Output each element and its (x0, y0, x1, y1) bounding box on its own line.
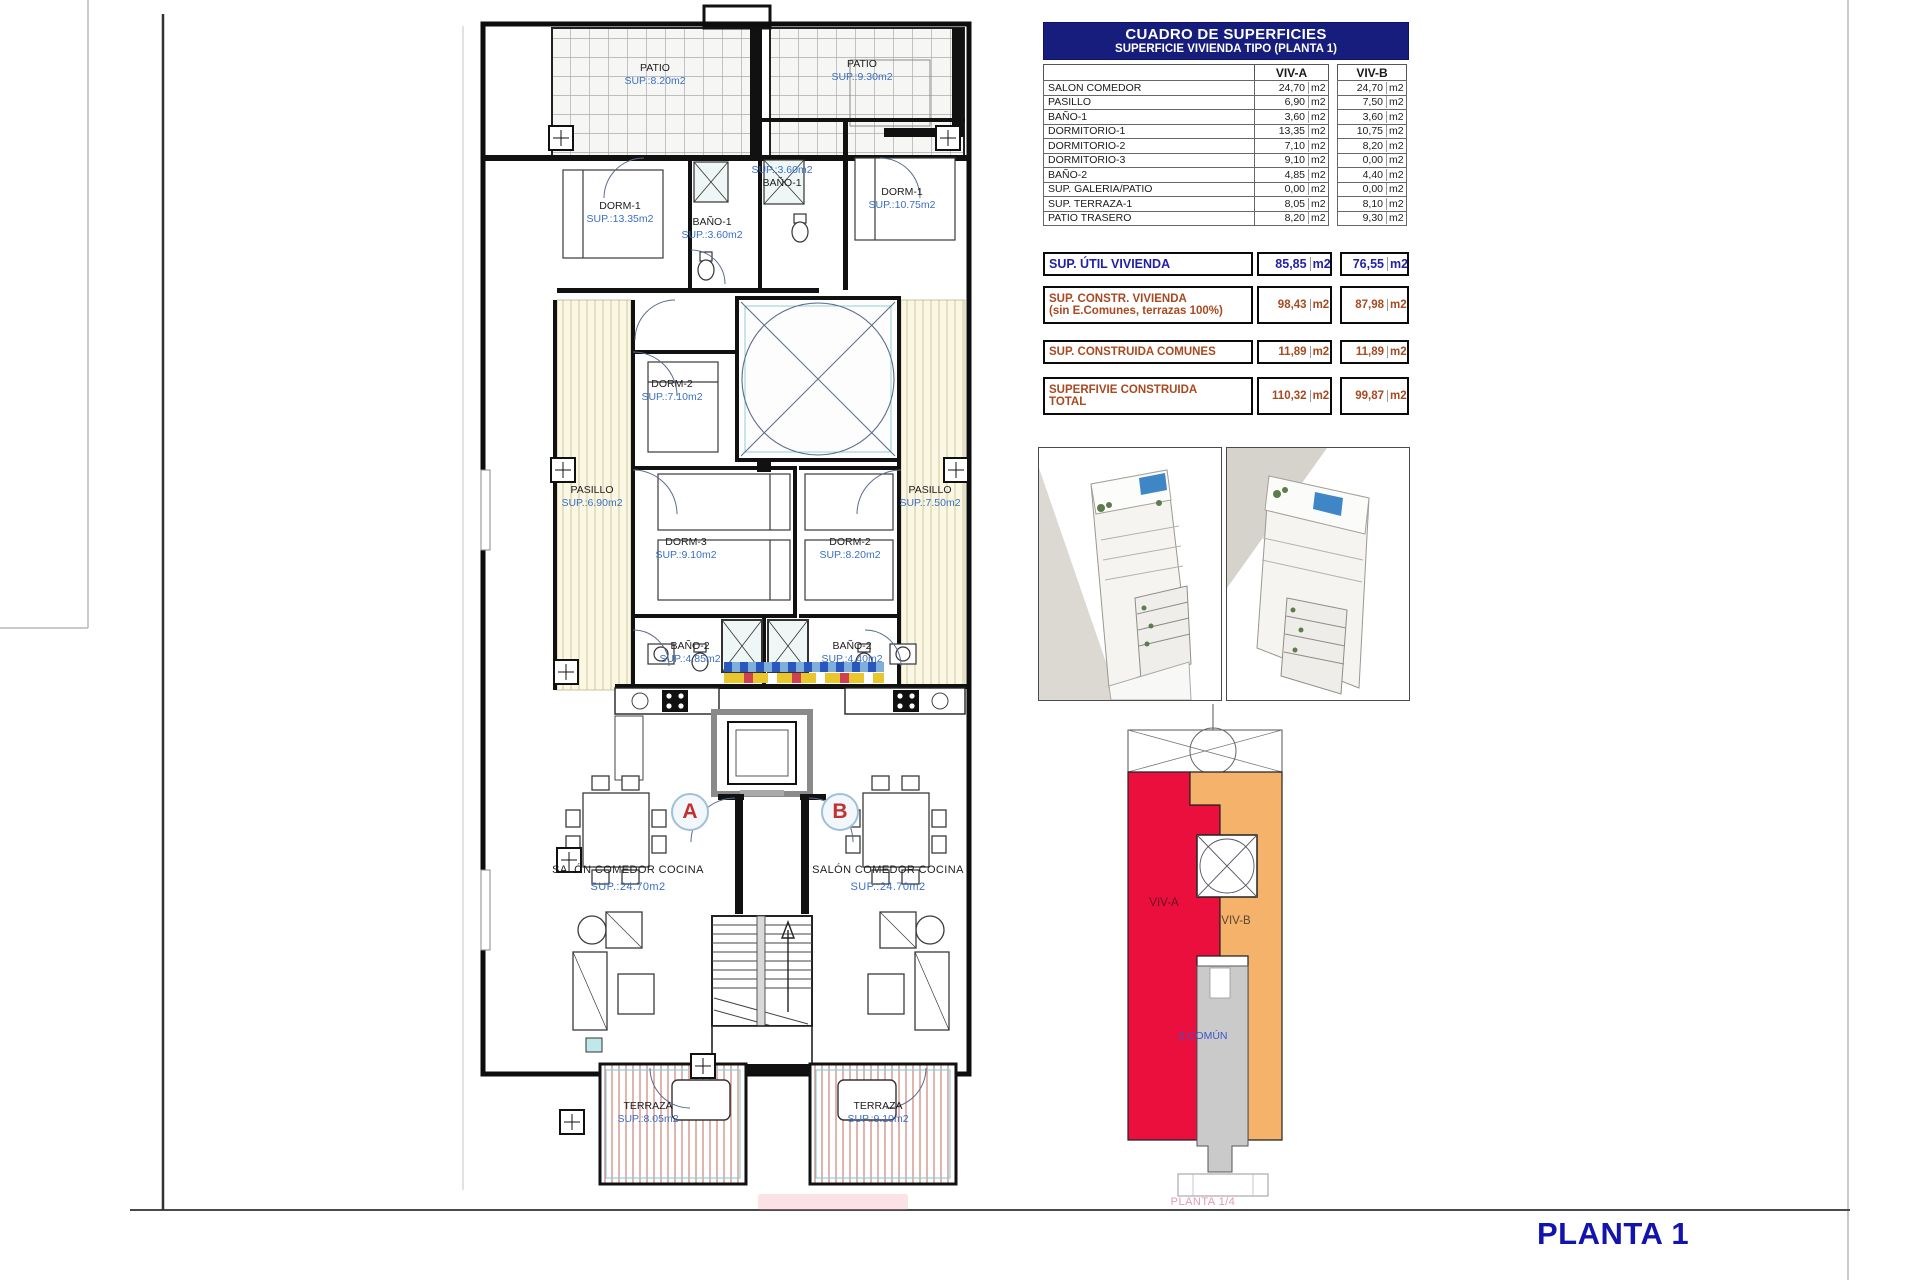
room-label-terraza-a (617, 1100, 678, 1126)
room-area: SUP.:9.30m2 (831, 71, 893, 83)
unit: m2 (1310, 257, 1330, 271)
room-label-bano2-b (821, 640, 882, 666)
keyplan-diagram (1118, 704, 1304, 1204)
room-label-dorm3-a (655, 536, 716, 562)
unit: m2 (1308, 198, 1328, 210)
row-label: BAÑO-1 (1043, 109, 1255, 125)
room-area: SUP.:24.70m2 (590, 881, 666, 893)
row-label: DORMITORIO-3 (1043, 153, 1255, 169)
room-name: BAÑO-2 (670, 640, 710, 652)
surface-row (1043, 109, 1409, 125)
summary-label: SUP. CONSTRUIDA COMUNES (1043, 340, 1253, 364)
room-label-salon-a (552, 862, 704, 896)
entry-core (718, 794, 826, 914)
room-name: SALÓN COMEDOR COCINA (812, 864, 964, 876)
living-furniture-a (566, 776, 666, 1030)
unit: m2 (1386, 82, 1406, 94)
unit: m2 (1386, 212, 1406, 224)
living-furniture-b (846, 776, 949, 1030)
render-viv-a-3d (1038, 447, 1222, 701)
room-area: SUP.:4.85m2 (659, 653, 721, 665)
row-label: SALON COMEDOR (1043, 80, 1255, 96)
table-subtitle: SUPERFICIE VIVIENDA TIPO (PLANTA 1) (1115, 43, 1337, 55)
area-value: 13,35 (1278, 125, 1305, 138)
area-value: 24,70 (1356, 81, 1383, 94)
unit: m2 (1308, 96, 1328, 108)
room-area: SUP.:8.20m2 (624, 75, 686, 87)
room-area: SUP.:7.10m2 (641, 391, 703, 403)
room-label-pasillo-a (561, 484, 622, 510)
unit: m2 (1308, 154, 1328, 166)
row-label: PASILLO (1043, 95, 1255, 111)
value-b (1337, 153, 1407, 169)
value-a (1254, 167, 1329, 183)
value-b (1337, 95, 1407, 111)
value-b (1337, 182, 1407, 198)
summary-value-a (1257, 252, 1331, 276)
room-area: SUP.:3.60m2 (751, 164, 813, 176)
value-a (1254, 211, 1329, 227)
value-a (1254, 124, 1329, 140)
area-value: 6,90 (1284, 96, 1305, 109)
unit: m2 (1386, 154, 1406, 166)
area-value: 0,00 (1362, 183, 1383, 196)
surface-row (1043, 182, 1409, 198)
sheet-title: PLANTA 1 (1537, 1216, 1690, 1251)
summary-value-a (1257, 286, 1331, 324)
room-name: DORM-1 (881, 186, 923, 198)
area-value: 76,55 (1352, 257, 1384, 271)
unit-b-badge: B (821, 793, 859, 831)
room-area: SUP.:9.10m2 (847, 1113, 909, 1125)
room-name: BAÑO-2 (832, 640, 872, 652)
column-headers (1043, 64, 1409, 81)
keyplan-viv-b-label: VIV-B (1221, 915, 1251, 927)
summary-value-b (1340, 340, 1409, 364)
elevator (714, 712, 810, 796)
empty-corner-cell (1043, 64, 1255, 81)
room-label-patio-b (831, 58, 892, 84)
unit: m2 (1386, 183, 1406, 195)
room-name: PATIO (847, 58, 877, 70)
room-name: TERRAZA (853, 1100, 903, 1112)
value-b (1337, 124, 1407, 140)
surface-row (1043, 167, 1409, 183)
light-shaft (737, 298, 899, 460)
unit: m2 (1387, 257, 1407, 271)
unit: m2 (1386, 169, 1406, 181)
room-label-dorm1-b (869, 186, 936, 212)
area-value: 24,70 (1278, 81, 1305, 94)
table-title: CUADRO DE SUPERFICIES (1125, 26, 1327, 43)
row-label: BAÑO-2 (1043, 167, 1255, 183)
room-label-bano1-a (681, 216, 742, 242)
row-label: DORMITORIO-1 (1043, 124, 1255, 140)
unit: m2 (1386, 198, 1406, 210)
room-name: SALÓN COMEDOR COCINA (552, 864, 704, 876)
unit: m2 (1386, 140, 1406, 152)
keyplan-viv-a-label: VIV-A (1149, 897, 1179, 909)
room-label-bano2-a (659, 640, 720, 666)
keyplan-caption: PLANTA 1/4 (1170, 1196, 1236, 1208)
unit: m2 (1386, 125, 1406, 137)
value-a (1254, 95, 1329, 111)
room-name: PASILLO (570, 484, 614, 496)
summary-label (1043, 377, 1253, 415)
summary-label-line2: (sin E.Comunes, terrazas 100%) (1049, 305, 1223, 317)
surface-row (1043, 211, 1409, 227)
room-area: SUP.:13.35m2 (586, 213, 654, 225)
room-area: SUP.:4.40m2 (821, 653, 883, 665)
surface-row (1043, 196, 1409, 212)
row-label: SUP. TERRAZA-1 (1043, 196, 1255, 212)
building-renders (1038, 447, 1410, 701)
area-value: 0,00 (1362, 154, 1383, 167)
value-a (1254, 182, 1329, 198)
summary-label: SUP. ÚTIL VIVIENDA (1043, 252, 1253, 276)
value-a (1254, 138, 1329, 154)
unit: m2 (1386, 96, 1406, 108)
render-b-art (1227, 448, 1409, 700)
unit: m2 (1308, 82, 1328, 94)
room-label-salon-b (812, 862, 964, 896)
unit-a-badge: A (671, 793, 709, 831)
surface-table (1043, 22, 1409, 415)
area-value: 10,75 (1356, 125, 1383, 138)
value-b (1337, 138, 1407, 154)
row-label: DORMITORIO-2 (1043, 138, 1255, 154)
value-a (1254, 196, 1329, 212)
room-label-patio-a (624, 62, 685, 88)
unit: m2 (1386, 111, 1406, 123)
room-name: DORM-3 (665, 536, 707, 548)
room-label-terraza-b (847, 1100, 908, 1126)
room-name: BAÑO-1 (762, 177, 802, 189)
room-name: DORM-1 (599, 200, 641, 212)
summary-value-a (1257, 340, 1331, 364)
room-name: DORM-2 (651, 378, 693, 390)
room-label-bano1-b (751, 164, 812, 190)
unit: m2 (1308, 111, 1328, 123)
area-value: 99,87 (1355, 390, 1384, 402)
unit: m2 (1310, 390, 1330, 402)
summary-label (1043, 286, 1253, 324)
unit: m2 (1310, 346, 1330, 358)
area-value: 87,98 (1355, 299, 1384, 311)
area-value: 3,60 (1362, 110, 1383, 123)
summary-value-a (1257, 377, 1331, 415)
surface-row (1043, 95, 1409, 111)
unit: m2 (1308, 140, 1328, 152)
watermark (758, 1194, 908, 1210)
keyplan-comun-label: Z.COMÚN (1178, 1030, 1228, 1042)
col-viv-a: VIV-A (1254, 64, 1329, 81)
unit: m2 (1310, 299, 1330, 311)
room-label-pasillo-b (899, 484, 960, 510)
value-a (1254, 153, 1329, 169)
row-label: SUP. GALERIA/PATIO (1043, 182, 1255, 198)
stairwell (712, 916, 812, 1074)
summary-label-line2: TOTAL (1049, 396, 1087, 408)
area-value: 110,32 (1272, 390, 1307, 402)
summary-util-row (1043, 252, 1409, 276)
area-value: 8,20 (1284, 212, 1305, 225)
area-value: 0,00 (1284, 183, 1305, 196)
room-area: SUP.:10.75m2 (868, 199, 936, 211)
value-a (1254, 80, 1329, 96)
value-b (1337, 109, 1407, 125)
room-name: DORM-2 (829, 536, 871, 548)
value-a (1254, 109, 1329, 125)
summary-value-b (1340, 286, 1409, 324)
area-value: 4,40 (1362, 168, 1383, 181)
surface-table-header (1043, 22, 1409, 60)
summary-value-b (1340, 252, 1409, 276)
value-b (1337, 80, 1407, 96)
room-area: SUP.:8.05m2 (617, 1113, 679, 1125)
area-value: 4,85 (1284, 168, 1305, 181)
render-viv-b-3d (1226, 447, 1410, 701)
unit: m2 (1308, 183, 1328, 195)
area-value: 7,10 (1284, 139, 1305, 152)
room-label-dorm1-a (587, 200, 654, 226)
area-value: 8,20 (1362, 139, 1383, 152)
surface-row (1043, 124, 1409, 140)
area-value: 8,10 (1362, 197, 1383, 210)
unit: m2 (1308, 212, 1328, 224)
area-value: 98,43 (1277, 299, 1307, 311)
unit: m2 (1308, 169, 1328, 181)
summary-label-line1: SUP. CONSTR. VIVIENDA (1049, 293, 1187, 305)
surface-row (1043, 153, 1409, 169)
render-a-art (1039, 448, 1221, 700)
room-area: SUP.:6.90m2 (561, 497, 623, 509)
surface-row (1043, 138, 1409, 154)
summary-comunes-row (1043, 340, 1409, 364)
room-name: TERRAZA (623, 1100, 673, 1112)
room-name: PATIO (640, 62, 670, 74)
value-b (1337, 196, 1407, 212)
area-value: 9,10 (1284, 154, 1305, 167)
area-value: 8,05 (1284, 197, 1305, 210)
room-label-dorm2-b (819, 536, 880, 562)
unit: m2 (1387, 346, 1407, 358)
area-value: 11,89 (1355, 346, 1384, 358)
unit: m2 (1308, 125, 1328, 137)
summary-value-b (1340, 377, 1409, 415)
room-area: SUP.:3.60m2 (681, 229, 743, 241)
summary-total-row (1043, 377, 1409, 415)
room-label-dorm2-a (641, 378, 702, 404)
area-value: 3,60 (1284, 110, 1305, 123)
col-viv-b: VIV-B (1337, 64, 1407, 81)
room-area: SUP.:24.70m2 (850, 881, 926, 893)
room-area: SUP.:8.20m2 (819, 549, 881, 561)
unit: m2 (1387, 299, 1407, 311)
summary-label-line1: SUPERFIVIE CONSTRUIDA (1049, 384, 1198, 396)
row-label: PATIO TRASERO (1043, 211, 1255, 227)
room-name: BAÑO-1 (692, 216, 732, 228)
area-value: 11,89 (1278, 346, 1307, 358)
area-value: 85,85 (1275, 257, 1307, 271)
value-b (1337, 211, 1407, 227)
area-value: 7,50 (1362, 96, 1383, 109)
room-name: PASILLO (908, 484, 952, 496)
unit: m2 (1387, 390, 1407, 402)
room-area: SUP.:7.50m2 (899, 497, 961, 509)
value-b (1337, 167, 1407, 183)
room-area: SUP.:9.10m2 (655, 549, 717, 561)
surface-row (1043, 80, 1409, 96)
summary-constr-row (1043, 286, 1409, 324)
area-value: 9,30 (1362, 212, 1383, 225)
